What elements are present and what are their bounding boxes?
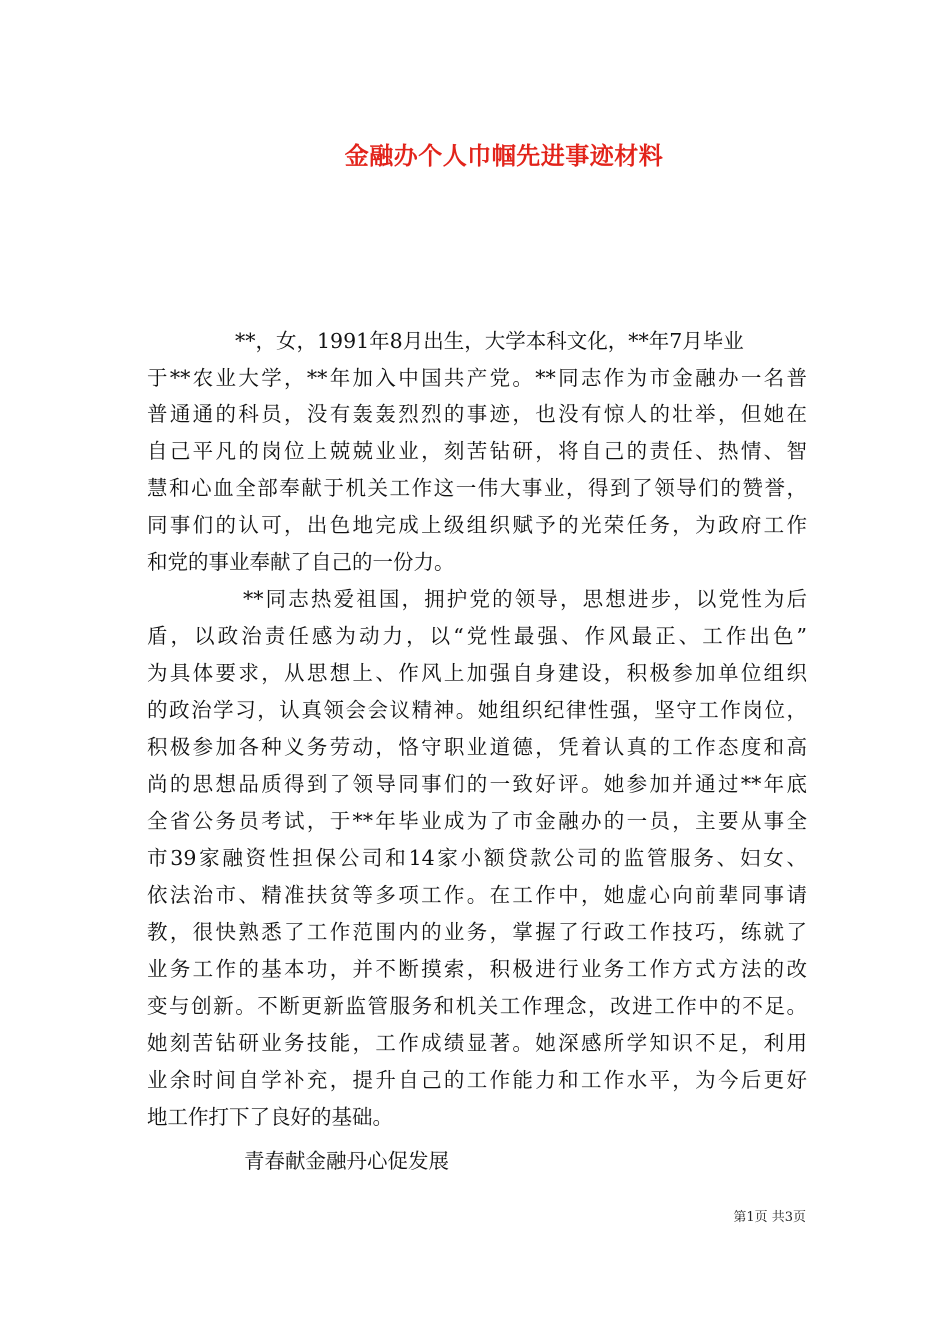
paragraph-1-line: 和党的事业奉献了自己的一份力。 — [147, 550, 455, 574]
paragraph-1-line: 于**农业大学，**年加入中国共产党。**同志作为市金融办一名普 — [147, 366, 807, 390]
paragraph-2-line: 盾，以政治责任感为动力，以“党性最强、作风最正、工作出色” — [147, 624, 807, 648]
paragraph-1-line: **，女，1991年8月出生，大学本科文化，**年7月毕业 — [235, 329, 744, 353]
paragraph-2-line: 的政治学习，认真领会会议精神。她组织纪律性强，坚守工作岗位， — [147, 698, 807, 722]
paragraph-1-line: 普通通的科员，没有轰轰烈烈的事迹，也没有惊人的壮举，但她在 — [147, 402, 807, 426]
paragraph-2-line: 全省公务员考试，于**年毕业成为了市金融办的一员，主要从事全 — [147, 809, 807, 833]
paragraph-2-line: **同志热爱祖国，拥护党的领导，思想进步，以党性为后 — [243, 587, 807, 611]
paragraph-2-line: 她刻苦钻研业务技能，工作成绩显著。她深感所学知识不足，利用 — [147, 1031, 807, 1055]
paragraph-2-line: 依法治市、精准扶贫等多项工作。在工作中，她虚心向前辈同事请 — [147, 883, 807, 907]
document-title: 金融办个人巾帼先进事迹材料 — [344, 141, 664, 170]
paragraph-2-line: 教，很快熟悉了工作范围内的业务，掌握了行政工作技巧，练就了 — [147, 920, 807, 944]
paragraph-2-line: 业务工作的基本功，并不断摸索，积极进行业务工作方式方法的改 — [147, 957, 807, 981]
paragraph-2-line: 为具体要求，从思想上、作风上加强自身建设，积极参加单位组织 — [147, 661, 807, 685]
paragraph-2-line: 业余时间自学补充，提升自己的工作能力和工作水平，为今后更好 — [147, 1068, 807, 1092]
paragraph-1-line: 慧和心血全部奉献于机关工作这一伟大事业，得到了领导们的赞誉， — [147, 476, 807, 500]
section-subheading: 青春献金融丹心促发展 — [244, 1149, 449, 1173]
paragraph-2-line: 积极参加各种义务劳动，恪守职业道德，凭着认真的工作态度和高 — [147, 735, 807, 759]
page-number-footer: 第1页 共3页 — [733, 1210, 806, 1225]
paragraph-2-line: 市39家融资性担保公司和14家小额贷款公司的监管服务、妇女、 — [147, 846, 807, 870]
paragraph-2-line: 尚的思想品质得到了领导同事们的一致好评。她参加并通过**年底 — [147, 772, 807, 796]
paragraph-1-line: 自己平凡的岗位上兢兢业业，刻苦钻研，将自己的责任、热情、智 — [147, 439, 807, 463]
paragraph-2-line: 变与创新。不断更新监管服务和机关工作理念，改进工作中的不足。 — [147, 994, 807, 1018]
paragraph-1-line: 同事们的认可，出色地完成上级组织赋予的光荣任务，为政府工作 — [147, 513, 807, 537]
paragraph-2-line: 地工作打下了良好的基础。 — [147, 1105, 393, 1129]
